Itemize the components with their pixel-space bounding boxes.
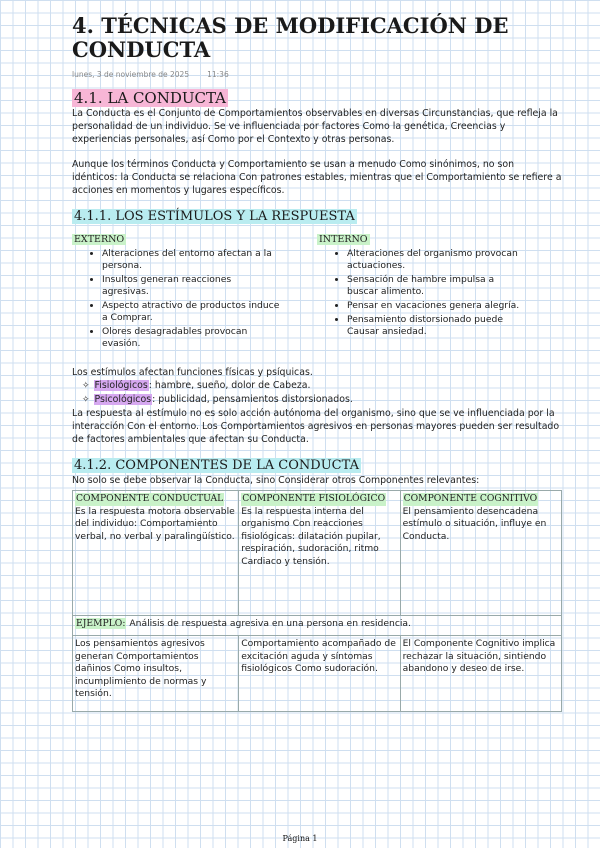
conducta-paragraph-2: Aunque los términos Conducta y Comportamiento se usan a menudo Como sinónimos, no son idénticos: la Conducta se relaciona Con patrones estables, mientras que el Comportamiento se refiere a acciones en momentos y lugares específicos. bbox=[72, 159, 562, 196]
section-heading-conducta: 4.1. LA CONDUCTA bbox=[74, 89, 227, 107]
example-cell bbox=[73, 616, 562, 636]
diamond-bullet-icon: ✧ bbox=[82, 381, 90, 391]
list-item: • Sensación de hambre impulsa a buscar alimento. bbox=[347, 274, 525, 298]
example-text: Análisis de respuesta agresiva en una persona en residencia. bbox=[126, 618, 411, 629]
table-row bbox=[73, 616, 562, 636]
effect-text: : hambre, sueño, dolor de Cabeza. bbox=[148, 380, 311, 391]
stimuli-columns bbox=[72, 227, 562, 352]
page-date: lunes, 3 de noviembre de 2025 bbox=[72, 70, 190, 79]
effect-text: : publicidad, pensamientos distorsionados. bbox=[152, 394, 353, 405]
list-item bbox=[82, 393, 562, 407]
external-label: EXTERNO bbox=[74, 234, 125, 245]
list-item: • Alteraciones del entorno afectan a la persona. bbox=[102, 248, 280, 272]
internal-list bbox=[317, 248, 562, 338]
effects-list bbox=[72, 379, 562, 407]
list-item bbox=[82, 379, 562, 393]
estimulos-heading-text: 4.1.1. LOS ESTÍMULOS Y LA RESPUESTA bbox=[74, 209, 355, 224]
internal-column bbox=[317, 227, 562, 352]
component-title: COMPONENTE CONDUCTUAL bbox=[76, 493, 224, 504]
table-cell bbox=[239, 491, 400, 616]
table-cell: Comportamiento acompañado de excitación aguda y síntomas fisiológicos Como sudoración. bbox=[239, 636, 400, 712]
componentes-intro: No solo se debe observar la Conducta, sino Considerar otros Componentes relevantes: bbox=[72, 475, 480, 486]
effect-term: Psicológicos bbox=[94, 394, 152, 405]
page-title: 4. TÉCNICAS DE MODIFICACIÓN DE CONDUCTA bbox=[72, 13, 509, 62]
table-cell: El Componente Cognitivo implica rechazar la situación, sintiendo abandono y deseo de irse. bbox=[400, 636, 561, 712]
internal-label: INTERNO bbox=[319, 234, 368, 245]
component-title: COMPONENTE FISIOLÓGICO bbox=[242, 493, 386, 504]
list-item: • Aspecto atractivo de productos induce a Comprar. bbox=[102, 300, 280, 324]
table-row bbox=[73, 491, 562, 616]
list-item: • Pensamiento distorsionado puede Causar ansiedad. bbox=[347, 314, 525, 338]
page-footer: Página 1 bbox=[282, 834, 318, 843]
table-cell: Los pensamientos agresivos generan Comportamientos dañinos Como insultos, incumplimiento de normas y tensión. bbox=[73, 636, 239, 712]
list-item: • Olores desagradables provocan evasión. bbox=[102, 326, 280, 350]
note-page bbox=[72, 14, 562, 712]
table-row bbox=[73, 636, 562, 712]
section-heading-componentes bbox=[72, 458, 562, 474]
example-label: EJEMPLO: bbox=[76, 618, 126, 629]
stimuli-closing-paragraph: La respuesta al estímulo no es solo acción autónoma del organismo, sino que se ve influenciada por la interacción Con el entorno. Los Comportamientos agresivos en personas mayores pueden ser resultado de factores ambientales que afectan su Conducta. bbox=[72, 408, 560, 445]
components-table bbox=[72, 490, 562, 712]
section-heading-estimulos bbox=[72, 209, 562, 225]
external-list bbox=[72, 248, 317, 350]
component-desc: Es la respuesta motora observable del individuo: Comportamiento verbal, no verbal y paralingüístico. bbox=[75, 505, 235, 542]
table-cell bbox=[73, 491, 239, 616]
diamond-bullet-icon: ✧ bbox=[82, 395, 90, 405]
external-column bbox=[72, 227, 317, 352]
componentes-heading-text: 4.1.2. COMPONENTES DE LA CONDUCTA bbox=[74, 458, 359, 473]
list-item: • Alteraciones del organismo provocan actuaciones. bbox=[347, 248, 525, 272]
effect-term: Fisiológicos bbox=[94, 380, 148, 391]
list-item: • Insultos generan reacciones agresivas. bbox=[102, 274, 280, 298]
component-title: COMPONENTE COGNITIVO bbox=[403, 493, 538, 504]
list-item: • Pensar en vacaciones genera alegría. bbox=[347, 300, 525, 312]
page-meta bbox=[72, 70, 562, 79]
component-desc: El pensamiento desencadena estímulo o situación, influye en Conducta. bbox=[402, 505, 547, 542]
component-desc: Es la respuesta interna del organismo Con reacciones fisiológicas: dilatación pupilar, respiración, sudoración, ritmo Cardiaco y tensión. bbox=[241, 505, 381, 567]
conducta-paragraph-1: La Conducta es el Conjunto de Comportamientos observables en diversas Circunstancias, que refleja la personalidad de un individuo. Se ve influenciada por factores Como la genética, Creencias y experiencias personales, así Como por el Contexto y otras personas. bbox=[72, 108, 558, 145]
page-time: 11:36 bbox=[207, 70, 229, 79]
effects-intro: Los estímulos afectan funciones físicas y psíquicas. bbox=[72, 367, 313, 378]
table-cell bbox=[400, 491, 561, 616]
